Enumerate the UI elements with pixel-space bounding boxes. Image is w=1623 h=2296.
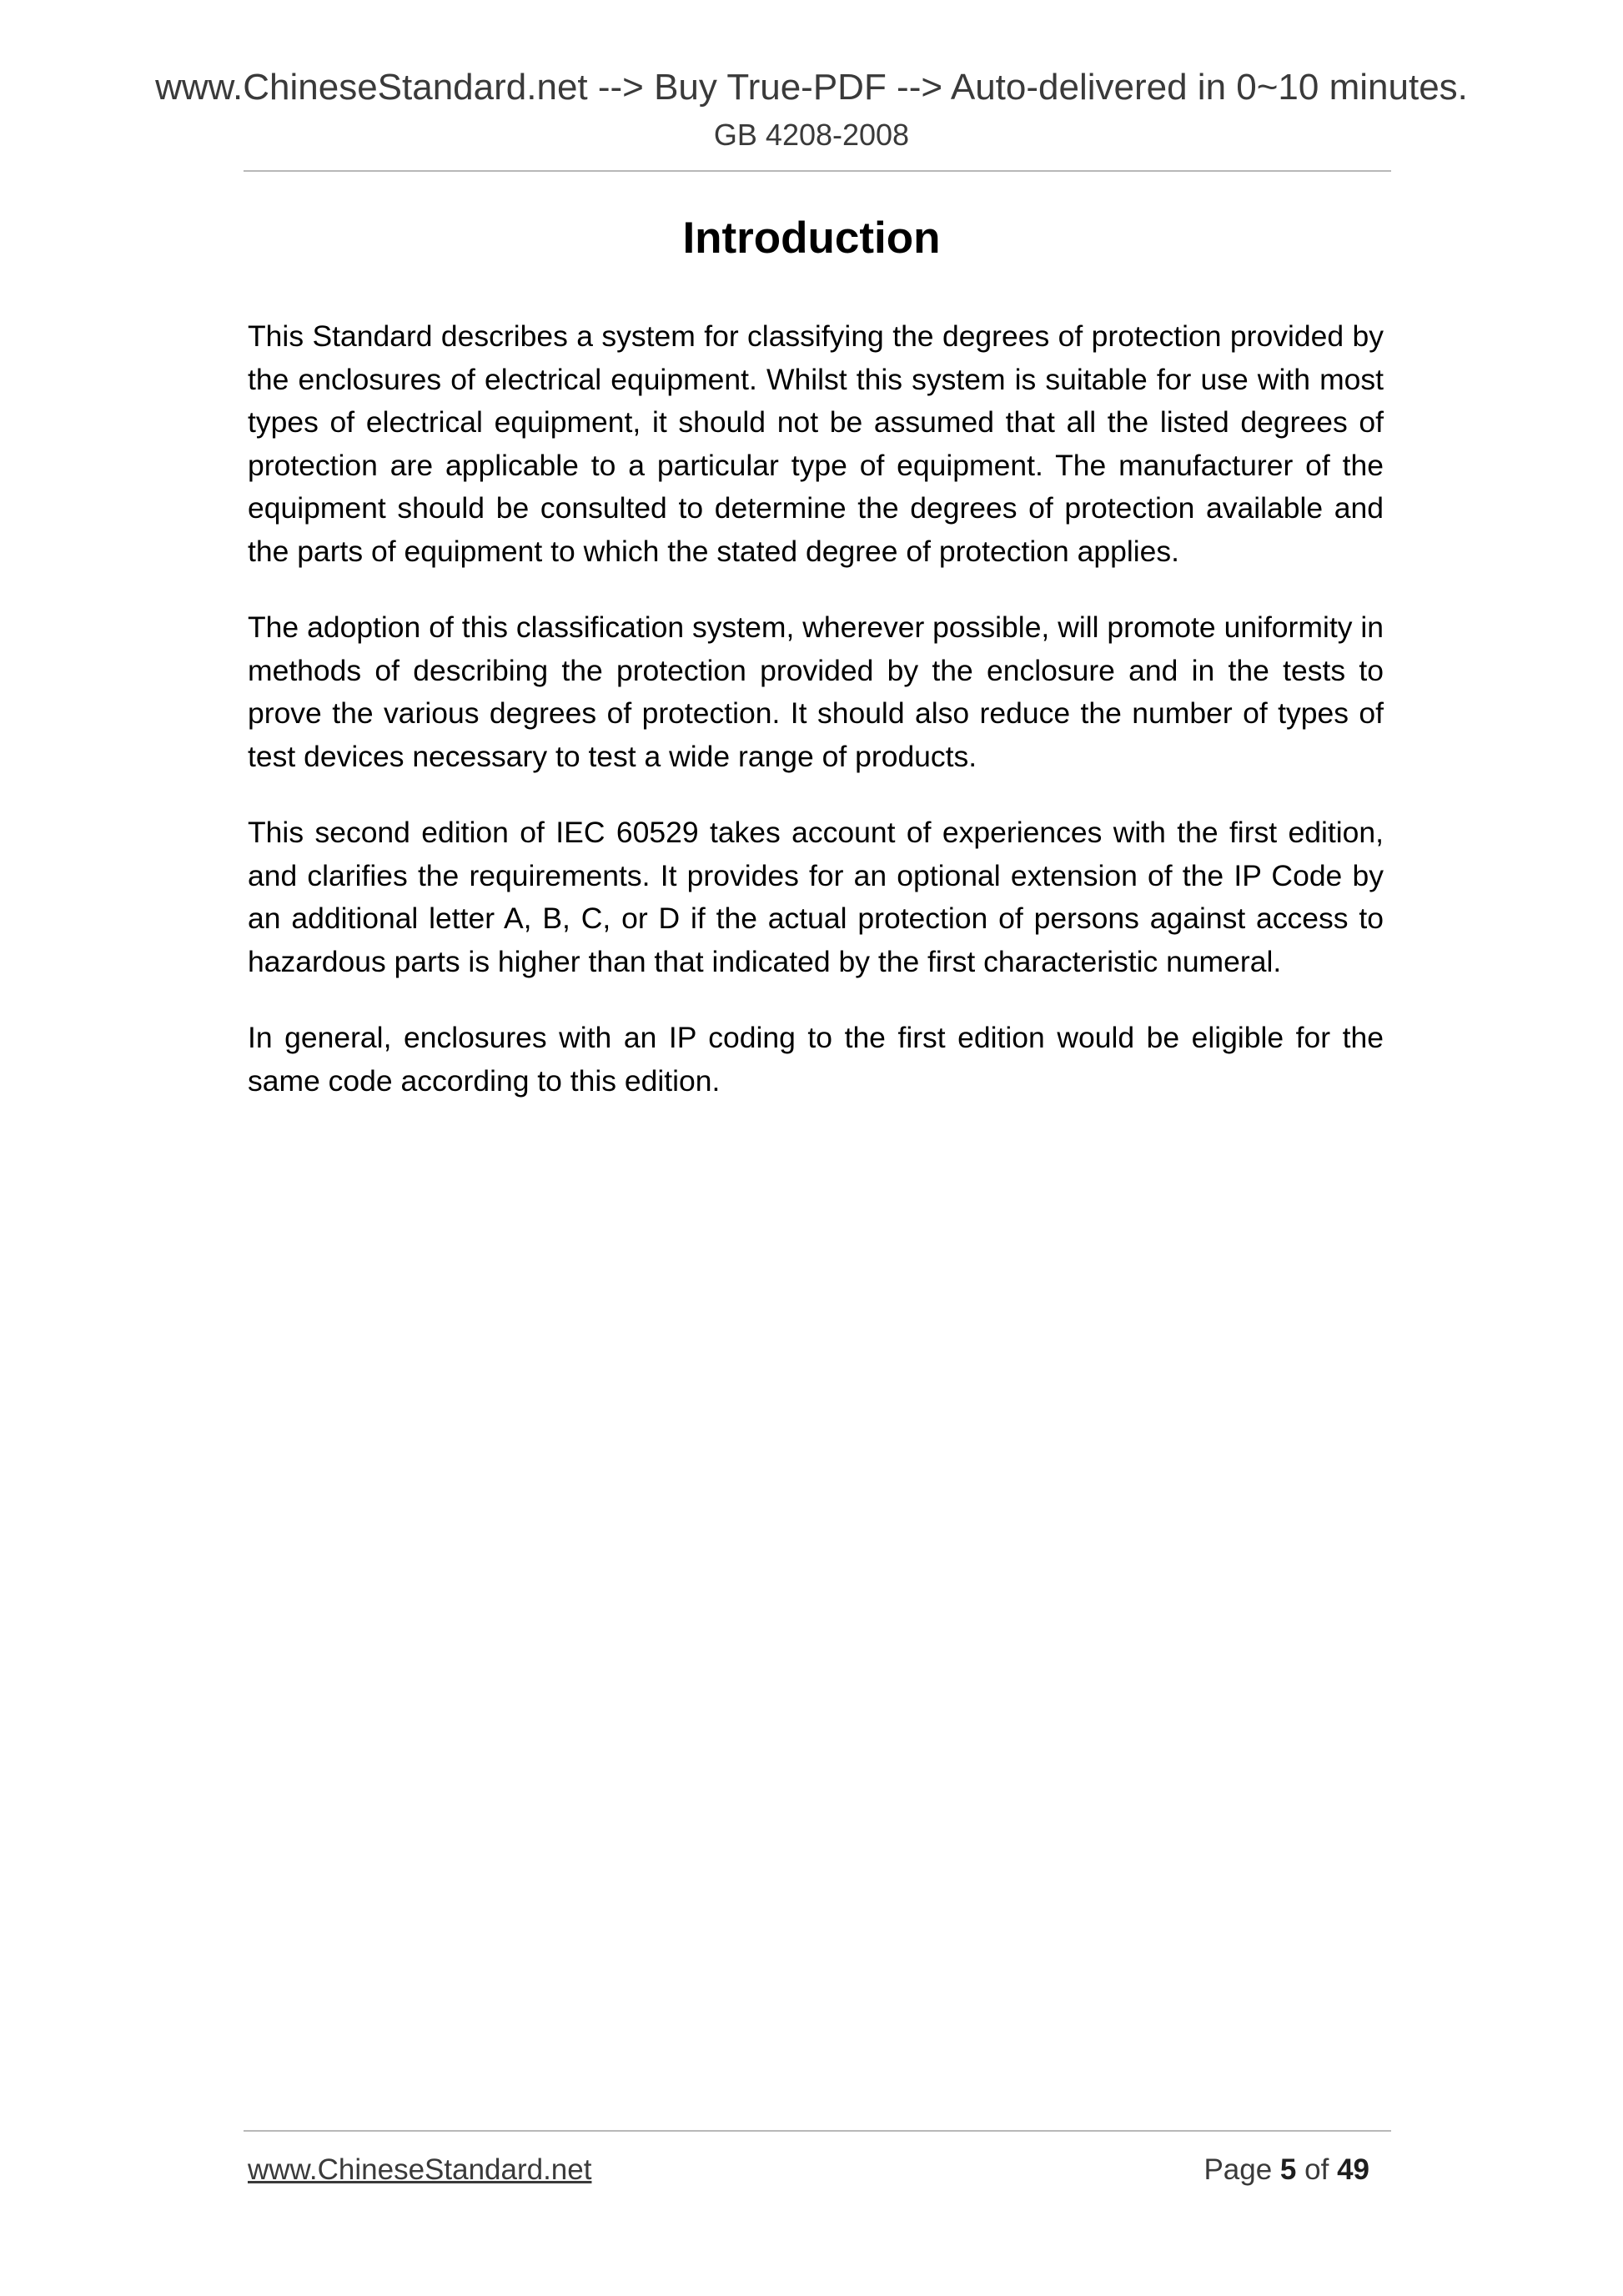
page-of: of bbox=[1304, 2153, 1329, 2186]
paragraph: In general, enclosures with an IP coding to the first edition would be eligible for the same code according to this edition. bbox=[248, 1021, 1384, 1098]
header-divider bbox=[244, 170, 1391, 172]
document-number: GB 4208-2008 bbox=[713, 118, 910, 152]
document-body bbox=[248, 315, 1384, 1136]
page-title: Introduction bbox=[682, 214, 941, 263]
page-label: Page bbox=[1203, 2153, 1273, 2186]
paragraph: The adoption of this classification system, wherever possible, will promote uniformity in methods of describing the protection provided by the enclosure and in the tests to prove the various degrees of protection. It should also reduce the number of types of test devices necessary to test a wide range of products. bbox=[248, 610, 1384, 773]
paragraph: This second edition of IEC 60529 takes account of experiences with the first edition, and clarifies the requirements. It provides for an optional extension of the IP Code by an additional letter A, B, C, or D if the actual protection of persons against access to hazardous parts is higher than that indicated by the first characteristic numeral. bbox=[248, 816, 1384, 978]
header-banner: www.ChineseStandard.net --> Buy True-PDF --> Auto-delivered in 0~10 minutes. bbox=[155, 67, 1468, 108]
footer-divider bbox=[244, 2130, 1391, 2132]
page-current: 5 bbox=[1279, 2153, 1297, 2186]
paragraph: This Standard describes a system for classifying the degrees of protection provided by the enclosures of electrical equipment. Whilst this system is suitable for use with most types of electrical equipment, it should not be assumed that all the listed degrees of protection are applicable to a particular type of equipment. The manufacturer of the equipment should be consulted to determine the degrees of protection available and the parts of equipment to which the stated degree of protection applies. bbox=[248, 319, 1384, 568]
footer-site-link[interactable]: www.ChineseStandard.net bbox=[248, 2153, 592, 2186]
page-total: 49 bbox=[1337, 2153, 1369, 2186]
page-number bbox=[1203, 2152, 1369, 2188]
